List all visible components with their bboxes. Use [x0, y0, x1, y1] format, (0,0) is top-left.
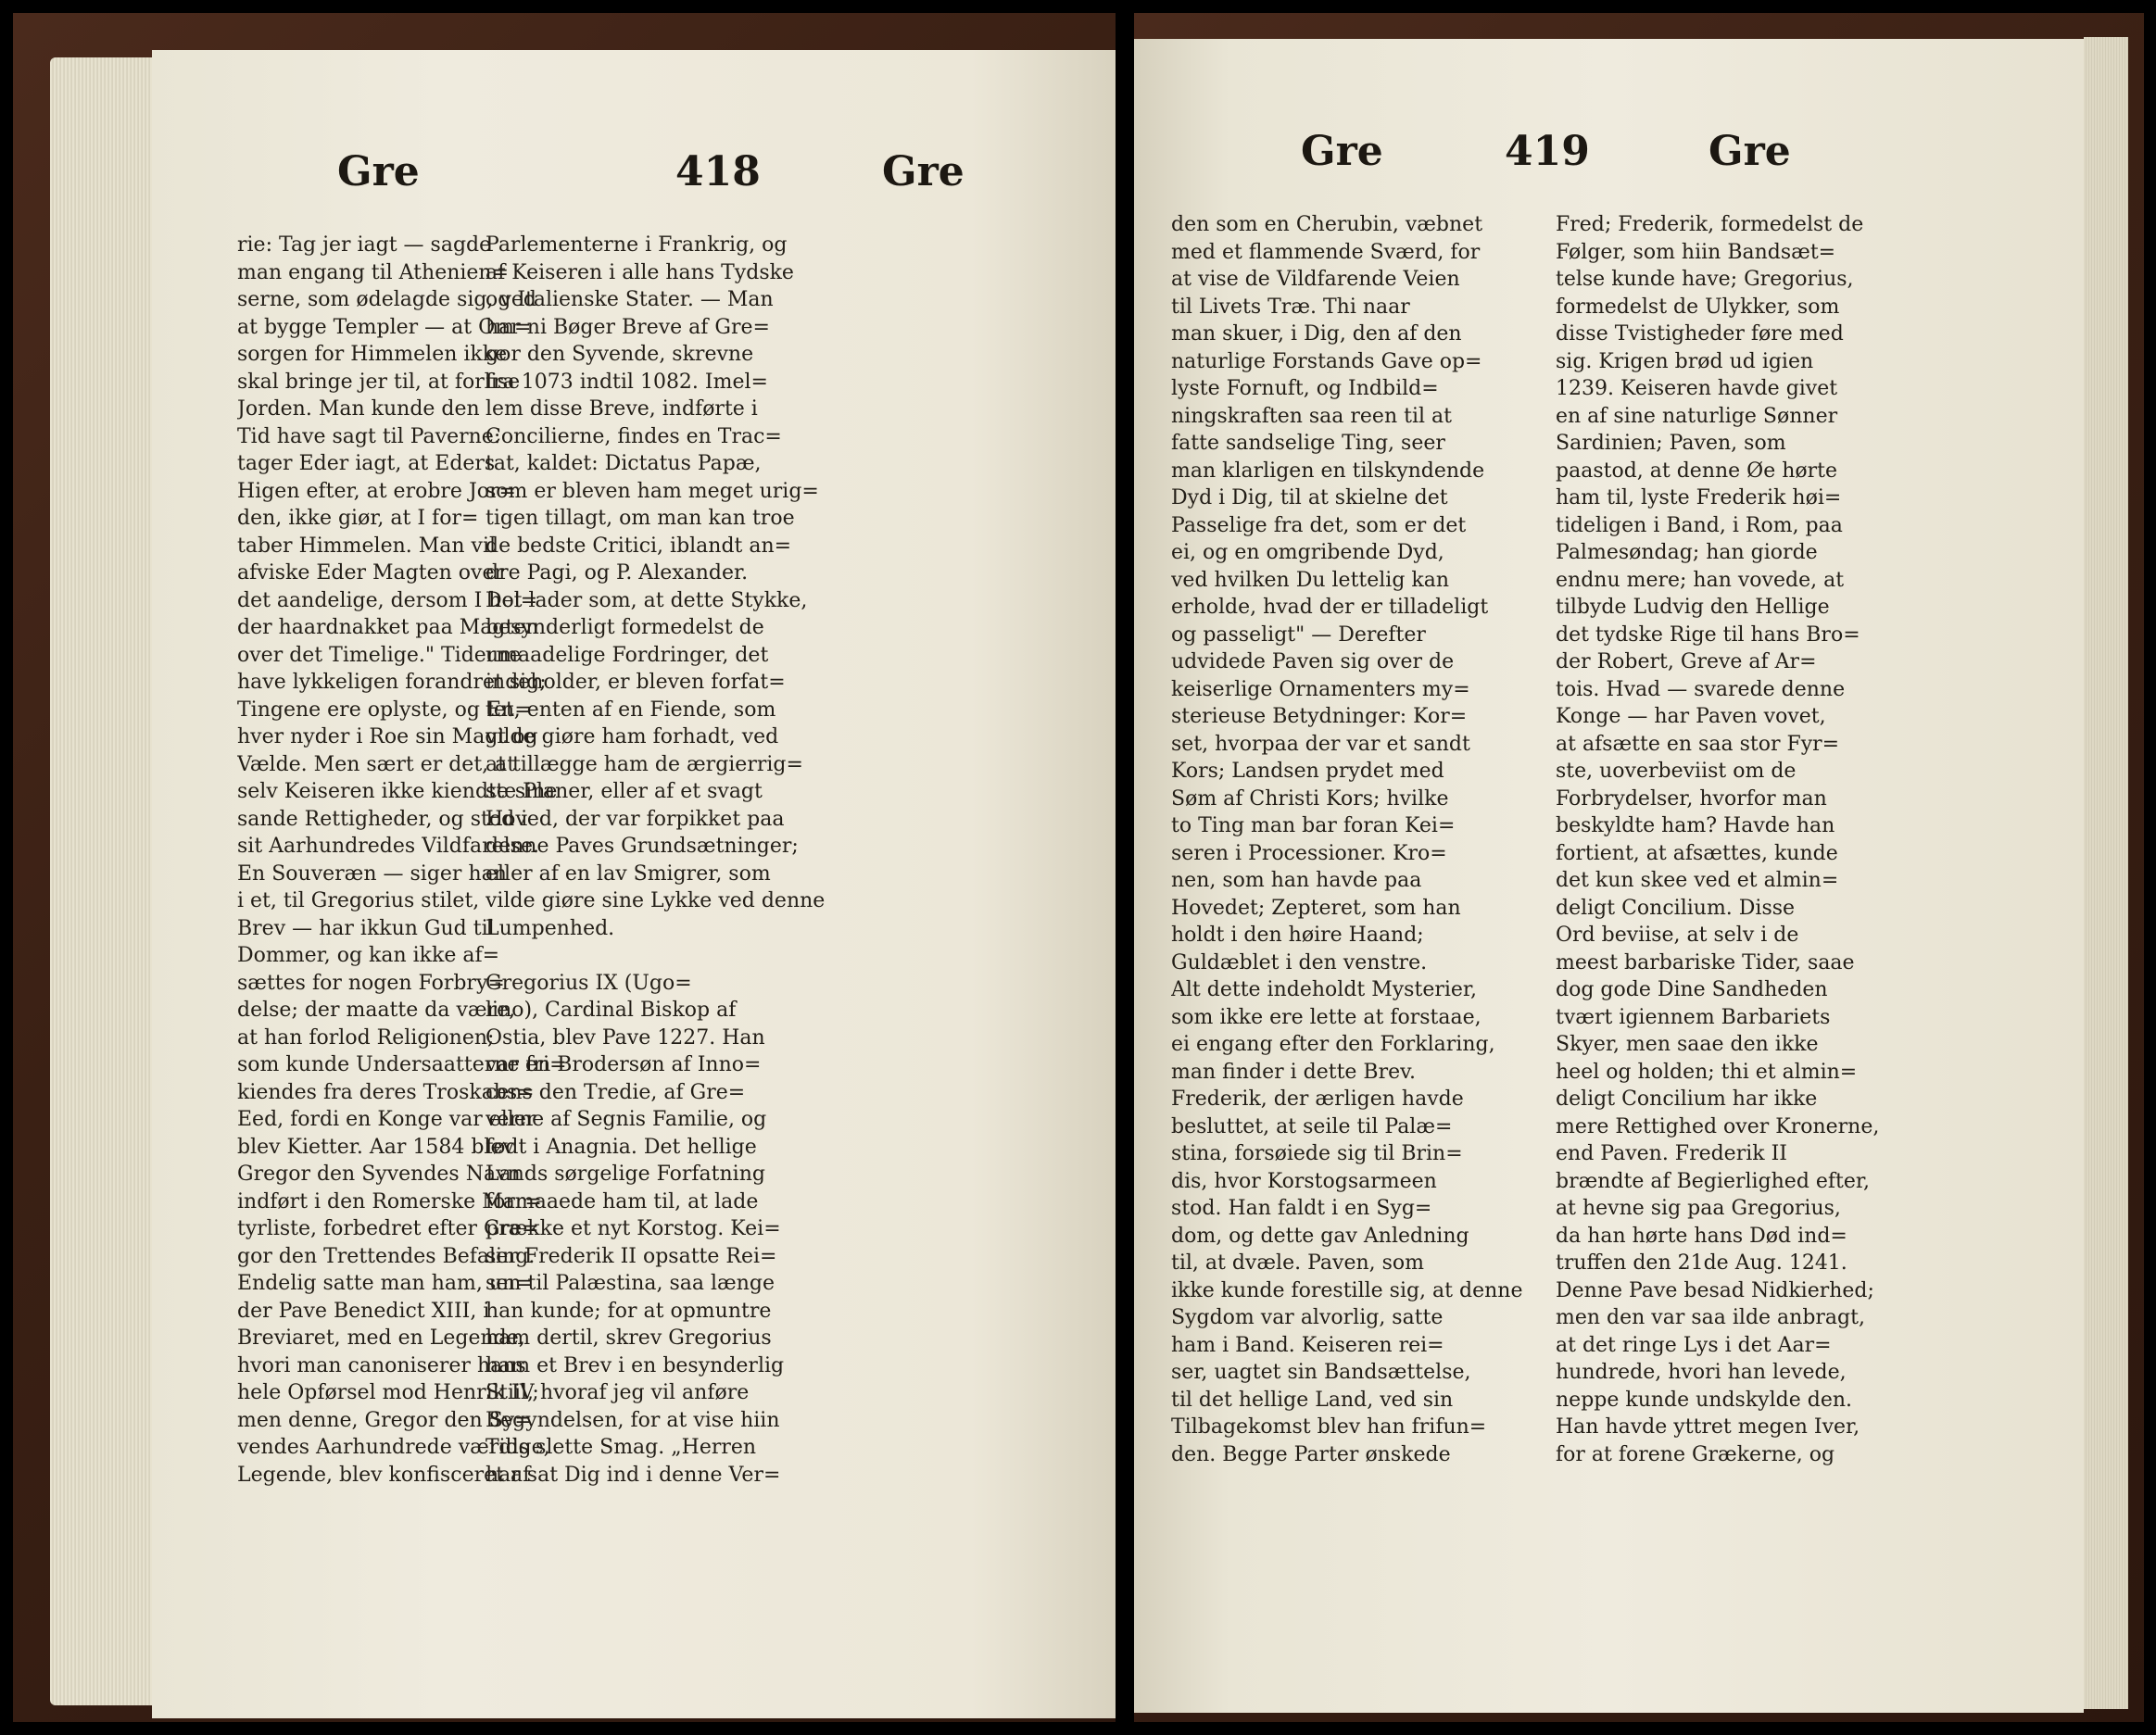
text-line: at hevne sig paa Gregorius,	[1556, 1197, 1841, 1220]
text-line: at han forlod Religionen;	[237, 1025, 495, 1050]
text-line: Tid have sagt til Paverne:	[237, 424, 501, 448]
text-line: brændte af Begierlighed efter,	[1556, 1169, 1871, 1193]
text-line: Palmesøndag; han giorde	[1556, 541, 1818, 564]
text-line: serne, som ødelagde sig, ved	[237, 288, 536, 311]
right-page-photo	[1134, 13, 2144, 1722]
text-line: Denne Pave besad Nidkierhed;	[1556, 1278, 1874, 1302]
text-line: en af sine naturlige Sønner	[1556, 404, 1838, 428]
text-line: sen til Palæstina, saa længe	[485, 1272, 775, 1295]
text-line: Konge — har Paven vovet,	[1556, 705, 1826, 728]
text-line: afviske Eder Magten over	[237, 561, 504, 585]
text-line: Guldæblet i den venstre.	[1171, 950, 1428, 974]
text-line: dom, og dette gav Anledning	[1171, 1224, 1469, 1248]
text-line: cens den Tredie, af Gre=	[485, 1080, 746, 1104]
text-line: til det hellige Land, ved sin	[1171, 1388, 1454, 1412]
text-line: Hovedet; Zepteret, som han	[1171, 896, 1461, 920]
text-line: Parlementerne i Frankrig, og	[485, 233, 788, 257]
text-line: seren i Processioner. Kro=	[1171, 841, 1447, 865]
text-line: lyste Fornuft, og Indbild=	[1171, 377, 1439, 400]
text-line: som kunde Undersaatterne fri=	[237, 1053, 567, 1076]
text-line: Eed, fordi en Konge var eller	[237, 1108, 536, 1131]
text-line: Lumpenhed.	[485, 916, 615, 940]
text-line: have lykkeligen forandret sig;	[237, 671, 547, 694]
text-line: taber Himmelen. Man vil	[237, 534, 497, 558]
text-line: En Souveræn — siger han	[237, 861, 507, 886]
text-line: dre Pagi, og P. Alexander.	[485, 561, 749, 585]
text-line: Higen efter, at erobre Jor=	[237, 479, 516, 503]
text-line: sig. Krigen brød ud igien	[1556, 349, 1814, 373]
text-line: Tids slette Smag. „Herren	[485, 1436, 757, 1459]
text-line: Skyer, men saae den ikke	[1556, 1033, 1819, 1056]
text-line: vilde giøre ham forhadt, ved	[485, 725, 779, 748]
text-line: denne Paves Grundsætninger;	[485, 835, 799, 858]
text-line: Følger, som hiin Bandsæt=	[1556, 240, 1836, 264]
text-line: for at forene Grækerne, og	[1556, 1442, 1835, 1466]
right-column-2	[1556, 211, 1935, 1468]
right-page	[1134, 39, 2084, 1713]
text-line: heel og holden; thi et almin=	[1556, 1060, 1858, 1084]
text-line: tyrliste, forbedret efter Gre=	[237, 1217, 539, 1240]
text-line: Ostia, blev Pave 1227. Han	[485, 1025, 765, 1050]
text-line: keiserlige Ornamenters my=	[1171, 677, 1470, 701]
text-line: Han havde yttret megen Iver,	[1556, 1415, 1860, 1439]
text-line: deligt Concilium. Disse	[1556, 896, 1796, 920]
text-line: hundrede, hvori han levede,	[1556, 1361, 1847, 1384]
text-line: Vælde. Men sært er det, at	[237, 752, 516, 776]
text-line: man finder i dette Brev.	[1171, 1060, 1416, 1084]
text-line: født i Anagnia. Det hellige	[485, 1135, 757, 1159]
text-line: Hoved, der var forpikket paa	[485, 807, 785, 831]
text-line: hvori man canoniserer hans	[237, 1353, 526, 1377]
text-line: at det ringe Lys i det Aar=	[1556, 1333, 1832, 1357]
text-line: kiendes fra deres Troskabs=	[237, 1080, 535, 1104]
left-column-2	[485, 232, 870, 1489]
text-line: besynderligt formedelst de	[485, 616, 764, 639]
text-line: Sardinien; Paven, som	[1556, 432, 1786, 455]
text-line: i et, til Gregorius stilet,	[237, 889, 480, 912]
left-running-head-left: Gre	[337, 148, 420, 195]
text-line: tideligen i Band, i Rom, paa	[1556, 513, 1843, 537]
text-line: da han hørte hans Død ind=	[1556, 1224, 1847, 1248]
text-line: umaadelige Fordringer, det	[485, 643, 769, 667]
text-line: ikke kunde forestille sig, at denne	[1171, 1278, 1523, 1302]
text-line: skal bringe jer til, at forlise	[237, 370, 521, 394]
text-line: hele Opførsel mod Henrik IV;	[237, 1381, 539, 1404]
text-line: at bygge Templer — at Om=	[237, 315, 532, 339]
left-page	[152, 50, 1116, 1718]
text-line: ved hvilken Du lettelig kan	[1171, 568, 1450, 592]
text-line: ste, uoverbeviist om de	[1556, 760, 1797, 783]
text-line: verne af Segnis Familie, og	[485, 1108, 767, 1131]
text-line: dog gode Dine Sandheden	[1556, 978, 1828, 1001]
text-line: vilde giøre sine Lykke ved denne	[485, 889, 826, 912]
text-line: end Paven. Frederik II	[1556, 1142, 1787, 1165]
text-line: ham et Brev i en besynderlig	[485, 1353, 785, 1377]
text-line: stod. Han faldt i en Syg=	[1171, 1197, 1432, 1220]
text-line: at afsætte en saa stor Fyr=	[1556, 732, 1840, 756]
text-line: Alt dette indeholdt Mysterier,	[1171, 978, 1477, 1001]
text-line: Søm af Christi Kors; hvilke	[1171, 786, 1449, 811]
text-line: erholde, hvad der er tilladeligt	[1171, 596, 1489, 619]
text-line: tilbyde Ludvig den Hellige	[1556, 596, 1830, 619]
text-line: to Ting man bar foran Kei=	[1171, 814, 1456, 837]
text-line: over det Timelige." Tiderne	[237, 643, 522, 667]
left-page-photo	[13, 13, 1116, 1722]
text-line: fortient, at afsættes, kunde	[1556, 841, 1838, 865]
text-line: besluttet, at seile til Palæ=	[1171, 1114, 1453, 1138]
text-line: neppe kunde undskylde den.	[1556, 1388, 1852, 1412]
text-line: tet, enten af en Fiende, som	[485, 698, 776, 722]
text-line: han kunde; for at opmuntre	[485, 1299, 772, 1323]
page-edges-right	[2084, 37, 2128, 1709]
text-line: sættes for nogen Forbry=	[237, 971, 505, 995]
right-page-number: 419	[1505, 128, 1590, 175]
text-line: Legende, blev konfisceret af	[237, 1463, 531, 1487]
text-line: truffen den 21de Aug. 1241.	[1556, 1251, 1847, 1275]
right-running-head-right: Gre	[1708, 128, 1791, 175]
text-line: ham i Band. Keiseren rei=	[1171, 1333, 1444, 1357]
text-line: der haardnakket paa Magten	[237, 616, 539, 639]
text-line: Frederik, der ærligen havde	[1171, 1088, 1464, 1111]
text-line: naturlige Forstands Gave op=	[1171, 349, 1482, 373]
text-line: ser, uagtet sin Bandsættelse,	[1171, 1361, 1471, 1384]
text-line: Stiil, hvoraf jeg vil anføre	[485, 1381, 750, 1404]
text-line: formedelst de Ulykker, som	[1556, 295, 1840, 319]
text-line: har sat Dig ind i denne Ver=	[485, 1463, 781, 1487]
text-line: Concilierne, findes en Trac=	[485, 424, 782, 448]
text-line: endnu mere; han vovede, at	[1556, 568, 1845, 592]
text-line: de bedste Critici, iblandt an=	[485, 534, 792, 558]
text-line: Tilbagekomst blev han frifun=	[1171, 1415, 1487, 1439]
text-line: ham dertil, skrev Gregorius	[485, 1326, 772, 1350]
text-line: Brev — har ikkun Gud til	[237, 916, 495, 940]
page-edges-left	[50, 57, 169, 1705]
text-line: af Keiseren i alle hans Tydske	[485, 260, 794, 284]
text-line: Det lader som, at dette Stykke,	[485, 588, 808, 612]
text-line: sande Rettigheder, og stod i	[237, 807, 528, 831]
left-page-number: 418	[675, 148, 761, 195]
text-line: deligt Concilium har ikke	[1556, 1088, 1818, 1111]
text-line: Ord beviise, at selv i de	[1556, 924, 1799, 947]
text-line: fatte sandselige Ting, seer	[1171, 432, 1445, 455]
text-line: Gregor den Syvendes Navn	[237, 1163, 521, 1186]
text-line: Tingene ere oplyste, og En=	[237, 698, 532, 722]
text-line: indført i den Romerske Mar=	[237, 1189, 542, 1213]
text-line: var en Brodersøn af Inno=	[485, 1053, 762, 1076]
text-line: ei, og en omgribende Dyd,	[1171, 541, 1444, 564]
text-line: at tillægge ham de ærgierrig=	[485, 752, 803, 776]
text-line: man engang til Athenien=	[237, 260, 510, 284]
text-line: prække et nyt Korstog. Kei=	[485, 1217, 781, 1240]
text-line: lem disse Breve, indførte i	[485, 397, 758, 421]
text-line: vendes Aarhundrede værdige,	[237, 1436, 550, 1459]
text-line: man klarligen en tilskyndende	[1171, 459, 1485, 483]
text-line: holdt i den høire Haand;	[1171, 924, 1424, 947]
text-line: set, hvorpaa der var et sandt	[1171, 732, 1470, 756]
text-line: selv Keiseren ikke kiendte sine	[237, 780, 558, 803]
text-line: delse; der maatte da være,	[237, 999, 516, 1022]
text-line: men den var saa ilde anbragt,	[1556, 1306, 1865, 1329]
text-line: ningskraften saa reen til at	[1171, 404, 1452, 428]
text-line: som er bleven ham meget urig=	[485, 479, 819, 503]
text-line: sit Aarhundredes Vildfarelse.	[237, 835, 539, 858]
text-line: sorgen for Himmelen ikke	[237, 343, 508, 366]
text-line: paastod, at denne Øe hørte	[1556, 459, 1838, 483]
text-line: tat, kaldet: Dictatus Papæ,	[485, 452, 762, 475]
left-running-head-right: Gre	[882, 148, 965, 195]
text-line: Jorden. Man kunde den	[237, 397, 480, 421]
text-line: ei engang efter den Forklaring,	[1171, 1033, 1495, 1056]
text-line: beskyldte ham? Havde han	[1556, 814, 1835, 837]
text-line: 1239. Keiseren havde givet	[1556, 377, 1838, 400]
text-line: Dommer, og kan ikke af=	[237, 944, 500, 967]
text-line: gor den Trettendes Befaling.	[237, 1244, 536, 1268]
text-line: Passelige fra det, som er det	[1171, 513, 1467, 537]
text-line: Gregorius IX (Ugo=	[485, 971, 692, 995]
text-line: eller af en lav Smigrer, som	[485, 861, 771, 886]
text-line: tois. Hvad — svarede denne	[1556, 677, 1846, 701]
text-line: nen, som han havde paa	[1171, 869, 1422, 892]
text-line: fra 1073 indtil 1082. Imel=	[485, 370, 768, 394]
text-line: det kun skee ved et almin=	[1556, 869, 1839, 892]
text-line: men denne, Gregor den Sy=	[237, 1408, 532, 1432]
text-line: som ikke ere lette at forstaae,	[1171, 1005, 1481, 1029]
text-line: gor den Syvende, skrevne	[485, 343, 754, 366]
text-line: formaaede ham til, at lade	[485, 1189, 759, 1213]
text-line	[485, 942, 870, 970]
text-line: og Italienske Stater. — Man	[485, 288, 774, 311]
text-line: der Robert, Greve af Ar=	[1556, 650, 1817, 673]
right-column-1	[1171, 211, 1542, 1468]
text-line: udvidede Paven sig over de	[1171, 650, 1455, 673]
text-line: det aandelige, dersom I hol=	[237, 588, 538, 612]
text-line: tigen tillagt, om man kan troe	[485, 507, 795, 530]
text-line: og passeligt" — Derefter	[1171, 622, 1426, 647]
text-line: Kors; Landsen prydet med	[1171, 760, 1444, 783]
text-line: Begyndelsen, for at vise hiin	[485, 1408, 780, 1432]
text-line: Endelig satte man ham, un=	[237, 1272, 533, 1295]
text-line: Dyd i Dig, til at skielne det	[1171, 486, 1448, 509]
text-line: ham til, lyste Frederik høi=	[1556, 486, 1842, 509]
right-running-head-left: Gre	[1301, 128, 1383, 175]
text-line: Lands sørgelige Forfatning	[485, 1163, 765, 1186]
text-line: til, at dvæle. Paven, som	[1171, 1251, 1425, 1275]
text-line: tvært igiennem Barbariets	[1556, 1005, 1831, 1029]
text-line: man skuer, i Dig, den af den	[1171, 322, 1462, 346]
text-line: telse kunde have; Gregorius,	[1556, 268, 1854, 291]
text-line: ser Frederik II opsatte Rei=	[485, 1244, 777, 1268]
text-line: med et flammende Sværd, for	[1171, 240, 1481, 264]
text-line: sterieuse Betydninger: Kor=	[1171, 705, 1468, 728]
text-line: hver nyder i Roe sin Magt og	[237, 725, 538, 748]
text-line: det tydske Rige til hans Bro=	[1556, 622, 1860, 647]
text-line: meest barbariske Tider, saae	[1556, 950, 1855, 974]
text-line: stina, forsøiede sig til Brin=	[1171, 1142, 1463, 1165]
text-line: mere Rettighed over Kronerne,	[1556, 1114, 1880, 1138]
text-line: blev Kietter. Aar 1584 blev	[237, 1135, 514, 1159]
text-line: Fred; Frederik, formedelst de	[1556, 213, 1864, 236]
text-line: til Livets Træ. Thi naar	[1171, 295, 1410, 319]
text-line: har ni Bøger Breve af Gre=	[485, 315, 770, 339]
text-line: Sygdom var alvorlig, satte	[1171, 1306, 1444, 1329]
text-line: tager Eder iagt, at Eders	[237, 452, 496, 475]
text-line: Forbrydelser, hvorfor man	[1556, 786, 1827, 811]
text-line: den. Begge Parter ønskede	[1171, 1442, 1451, 1466]
text-line: Breviaret, med en Legende,	[237, 1326, 525, 1350]
text-line: ste Planer, eller af et svagt	[485, 780, 763, 803]
text-line: lino), Cardinal Biskop af	[485, 999, 737, 1022]
text-line: indeholder, er bleven forfat=	[485, 671, 786, 694]
text-line: disse Tvistigheder føre med	[1556, 322, 1844, 346]
text-line: dis, hvor Korstogsarmeen	[1171, 1169, 1437, 1193]
text-line: at vise de Vildfarende Veien	[1171, 268, 1460, 291]
text-line: den som en Cherubin, væbnet	[1171, 213, 1483, 236]
text-line: der Pave Benedict XIII, i	[237, 1299, 490, 1323]
text-line: rie: Tag jer iagt — sagde	[237, 233, 492, 257]
text-line: den, ikke giør, at I for=	[237, 507, 479, 530]
